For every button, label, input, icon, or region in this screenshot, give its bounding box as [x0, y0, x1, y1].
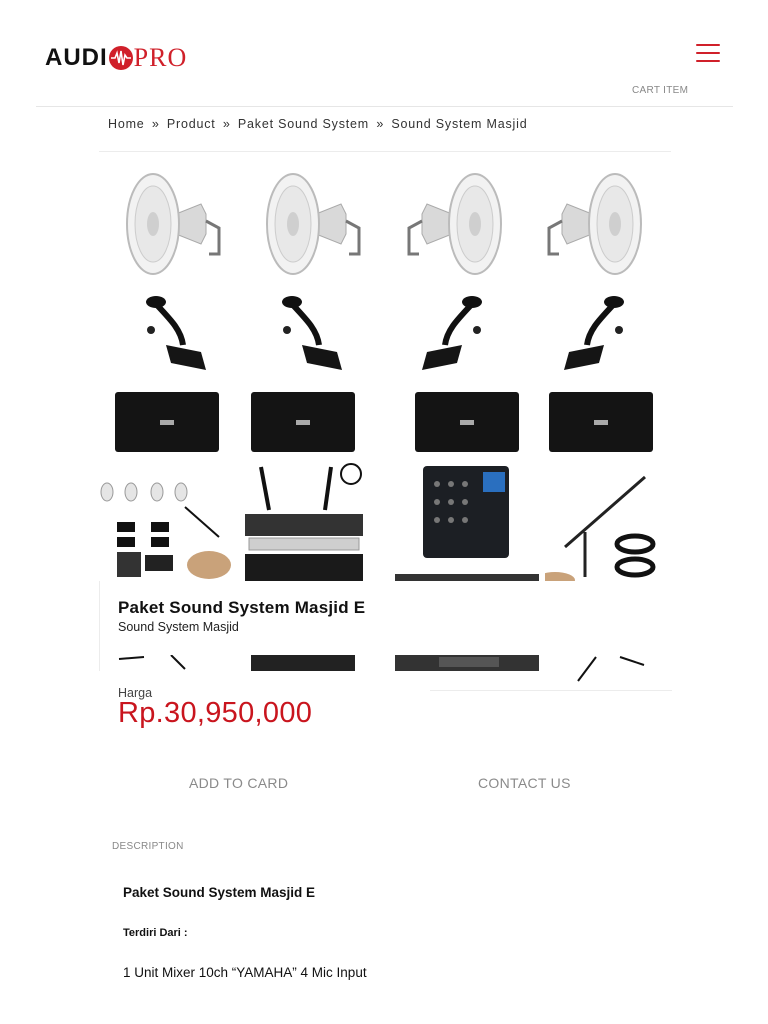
gallery-strip-right — [560, 655, 672, 685]
box-speaker-image — [549, 392, 653, 452]
description-heading: Paket Sound System Masjid E — [123, 885, 316, 900]
breadcrumb-separator: » — [376, 117, 385, 131]
horn-speaker-image — [111, 166, 231, 276]
breadcrumb-separator: » — [222, 117, 231, 131]
product-title: Paket Sound System Masjid E — [118, 598, 366, 617]
contact-us-button[interactable]: CONTACT US — [478, 775, 571, 791]
breadcrumb-home[interactable]: Home — [108, 117, 145, 131]
speaker-bracket-image — [549, 290, 649, 380]
gallery-divider — [430, 690, 672, 691]
gallery-strip — [99, 655, 541, 671]
description-item: 1 Unit Mixer 10ch “YAMAHA” 4 Mic Input — [123, 965, 367, 980]
tab-description[interactable]: DESCRIPTION — [112, 841, 184, 852]
package-collage-image — [99, 477, 233, 581]
product-category: Sound System Masjid — [118, 620, 239, 634]
logo-audio-text: AUDI — [45, 44, 108, 71]
logo-pro-text: PRO — [133, 43, 188, 72]
speaker-bracket-image — [121, 290, 221, 380]
mixer-image — [395, 466, 539, 581]
horn-speaker-image — [397, 166, 517, 276]
hamburger-menu-icon[interactable] — [696, 44, 720, 66]
horn-speaker-image — [251, 166, 371, 276]
mic-stand-cable-image — [545, 472, 671, 581]
header-divider — [36, 106, 733, 107]
brand-logo[interactable] — [45, 42, 187, 74]
breadcrumb-product[interactable]: Product — [166, 117, 216, 131]
speaker-bracket-image — [257, 290, 357, 380]
box-speaker-image — [115, 392, 219, 452]
speaker-bracket-image — [407, 290, 507, 380]
cart-item-link[interactable]: CART ITEM — [632, 85, 689, 96]
site-header — [0, 0, 768, 108]
add-to-card-button[interactable]: ADD TO CARD — [189, 775, 289, 791]
breadcrumb-category[interactable]: Paket Sound System — [237, 117, 370, 131]
breadcrumb-separator: » — [151, 117, 160, 131]
description-subheading: Terdiri Dari : — [123, 927, 188, 939]
logo-wave-icon — [109, 46, 133, 70]
product-image[interactable] — [99, 151, 671, 581]
breadcrumb-current: Sound System Masjid — [391, 117, 528, 131]
box-speaker-image — [251, 392, 355, 452]
wireless-mic-set-image — [239, 462, 369, 581]
box-speaker-image — [415, 392, 519, 452]
horn-speaker-image — [537, 166, 657, 276]
product-price: Rp.30,950,000 — [118, 697, 313, 729]
price-label: Harga — [118, 686, 153, 700]
breadcrumb — [108, 117, 527, 131]
